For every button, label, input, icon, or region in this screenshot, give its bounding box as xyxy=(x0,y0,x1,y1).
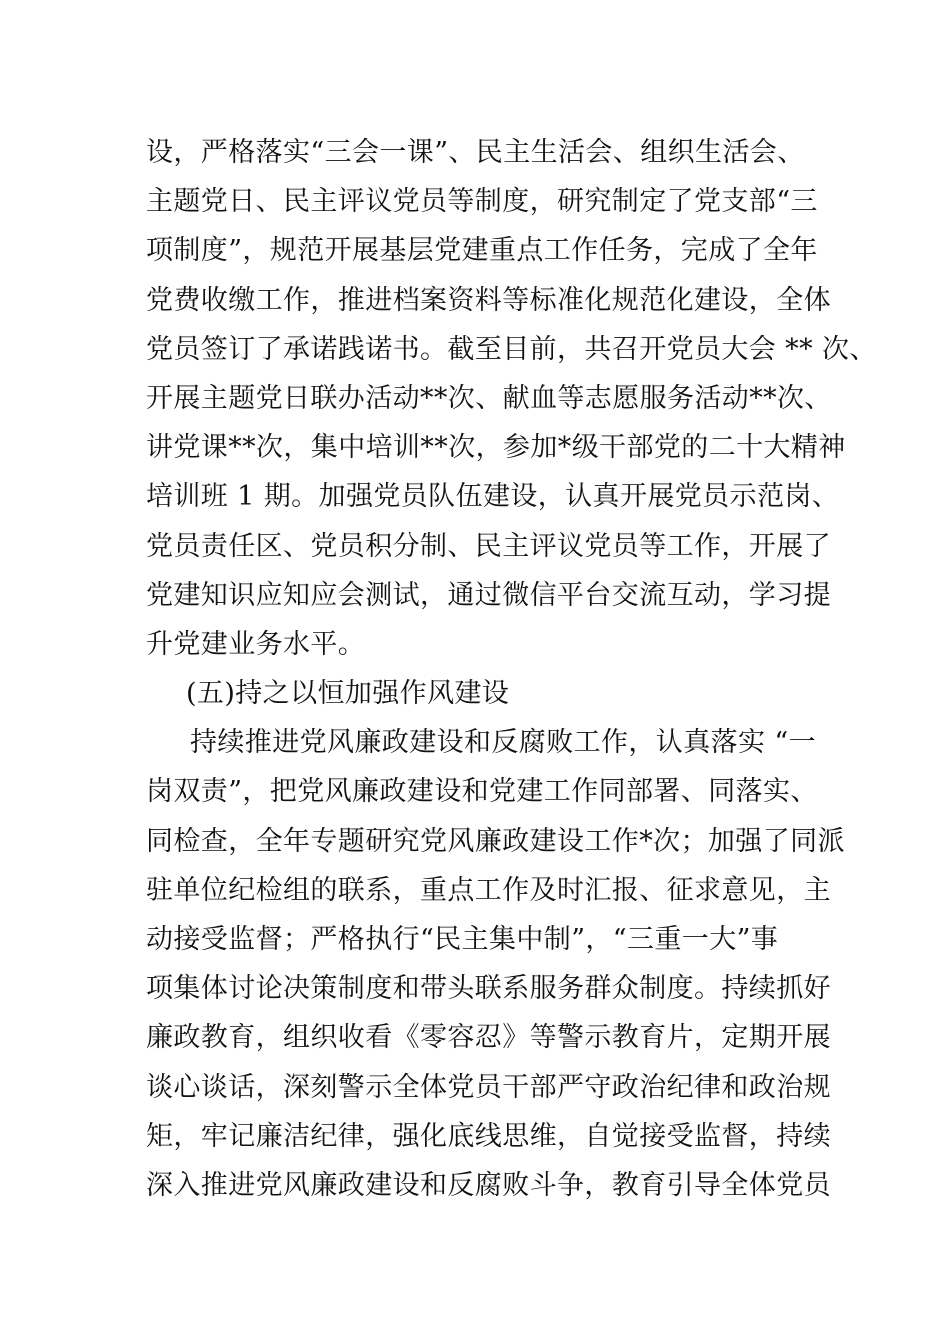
paragraph-1-line: 设，严格落实“三会一课”、民主生活会、组织生活会、 xyxy=(146,137,805,168)
paragraph-1-line: 项制度”，规范开展基层党建重点工作任务，完成了全年 xyxy=(146,235,818,267)
paragraph-2-line: 谈心谈话，深刻警示全体党员干部严守政治纪律和政治规 xyxy=(146,1071,831,1103)
paragraph-2-line: 持续推进党风廉政建设和反腐败工作，认真落实 “一 xyxy=(190,727,816,759)
paragraph-1-line: 党建知识应知应会测试，通过微信平台交流互动，学习提 xyxy=(146,579,831,611)
paragraph-1-line: 主题党日、民主评议党员等制度，研究制定了党支部“三 xyxy=(146,186,818,218)
paragraph-1-line: 讲党课**次，集中培训**次，参加*级干部党的二十大精神 xyxy=(146,432,846,464)
paragraph-2-line: 矩，牢记廉洁纪律，强化底线思维，自觉接受监督，持续 xyxy=(146,1120,831,1152)
paragraph-1-line: 党员责任区、党员积分制、民主评议党员等工作，开展了 xyxy=(146,530,831,562)
paragraph-2-line: 岗双责”，把党风廉政建设和党建工作同部署、同落实、 xyxy=(146,776,818,808)
paragraph-1-line: 党员签订了承诺践诺书。截至目前，共召开党员大会 ** 次、 xyxy=(146,333,877,365)
paragraph-2-line: 项集体讨论决策制度和带头联系服务群众制度。持续抓好 xyxy=(146,973,831,1005)
paragraph-2-line: 廉政教育，组织收看《零容忍》等警示教育片，定期开展 xyxy=(146,1022,831,1054)
paragraph-2-line: 深入推进党风廉政建设和反腐败斗争，教育引导全体党员 xyxy=(146,1169,831,1201)
paragraph-2-line: 驻单位纪检组的联系，重点工作及时汇报、征求意见，主 xyxy=(146,874,831,906)
paragraph-2-line: 同检查，全年专题研究党风廉政建设工作*次；加强了同派 xyxy=(146,825,845,857)
section-heading: (五)持之以恒加强作风建设 xyxy=(186,678,510,710)
document-body xyxy=(146,128,877,1210)
paragraph-1-line: 党费收缴工作，推进档案资料等标准化规范化建设，全体 xyxy=(146,284,831,316)
paragraph-1-line: 升党建业务水平。 xyxy=(146,628,366,660)
paragraph-1-line: 开展主题党日联办活动**次、献血等志愿服务活动**次、 xyxy=(146,382,832,414)
paragraph-1-line: 培训班 1 期。加强党员队伍建设，认真开展党员示范岗、 xyxy=(146,481,840,513)
paragraph-2-line: 动接受监督；严格执行“民主集中制”，“三重一大”事 xyxy=(146,924,779,955)
